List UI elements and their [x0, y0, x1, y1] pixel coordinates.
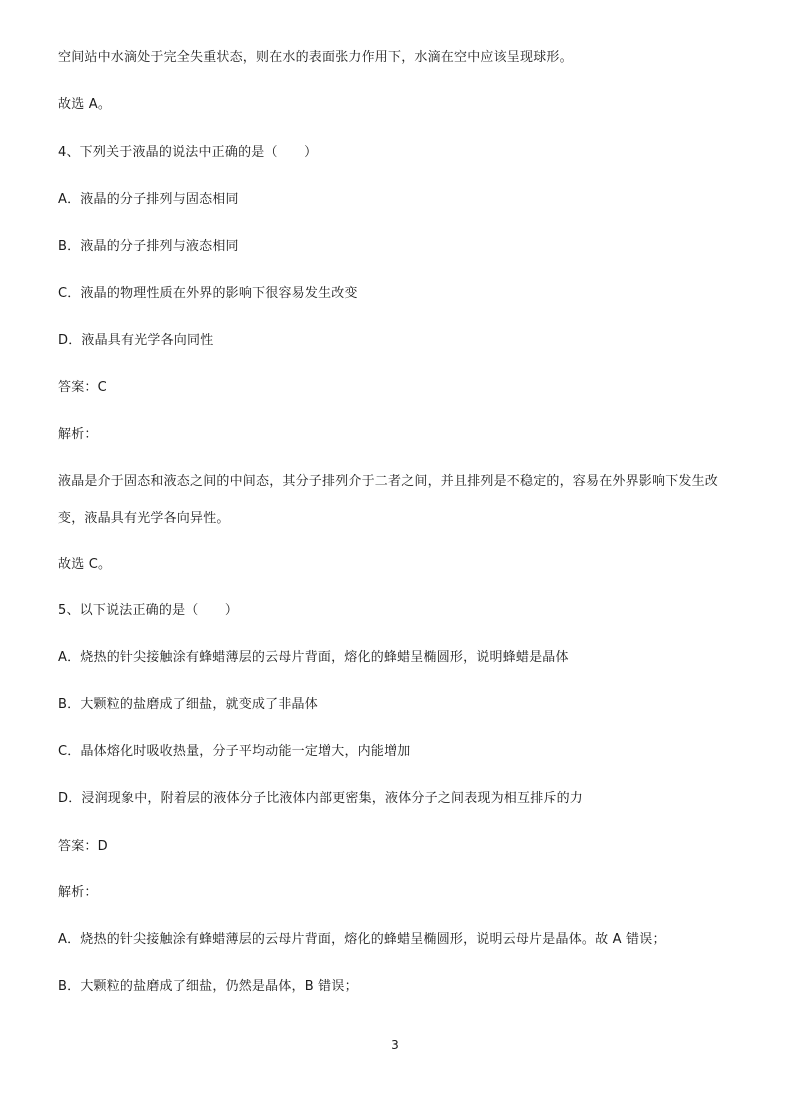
question-4-option-d: D．液晶具有光学各向同性: [58, 333, 214, 348]
question-4-analysis-label: 解析：: [58, 427, 98, 442]
question-5-option-a: A．烧热的针尖接触涂有蜂蜡薄层的云母片背面，熔化的蜂蜡呈椭圆形，说明蜂蜡是晶体: [58, 650, 569, 665]
question-4-option-c: C．液晶的物理性质在外界的影响下很容易发生改变: [58, 286, 358, 301]
question-4-explanation: 液晶是介于固态和液态之间的中间态，其分子排列介于二者之间，并且排列是不稳定的，容易在外界影响下发生改变，液晶具有光学各向异性。: [58, 474, 719, 526]
question-5-explanation-a: A．烧热的针尖接触涂有蜂蜡薄层的云母片背面，熔化的蜂蜡呈椭圆形，说明云母片是晶体。故 A 错误；: [58, 932, 666, 947]
question-4-stem: 4、下列关于液晶的说法中正确的是（ ）: [58, 145, 318, 160]
question-5-option-c: C．晶体熔化时吸收热量，分子平均动能一定增大，内能增加: [58, 744, 411, 759]
question-5-explanation-b: B．大颗粒的盐磨成了细盐，仍然是晶体，B 错误；: [58, 979, 358, 994]
question-5-analysis-label: 解析：: [58, 885, 98, 900]
question-5-option-d: D．浸润现象中，附着层的液体分子比液体内部更密集，液体分子之间表现为相互排斥的力: [58, 791, 584, 806]
text-line: 故选 A。: [58, 97, 112, 112]
text-line: 空间站中水滴处于完全失重状态，则在水的表面张力作用下，水滴在空中应该呈现球形。: [58, 50, 573, 65]
question-4-option-a: A．液晶的分子排列与固态相同: [58, 192, 239, 207]
question-5-stem: 5、以下说法正确的是（ ）: [58, 603, 239, 618]
question-4-option-b: B．液晶的分子排列与液态相同: [58, 239, 239, 254]
question-4-selection: 故选 C。: [58, 557, 112, 572]
question-5-option-b: B．大颗粒的盐磨成了细盐，就变成了非晶体: [58, 697, 318, 712]
page-number: 3: [391, 1038, 399, 1052]
question-5-answer: 答案：D: [58, 839, 108, 854]
question-4-answer: 答案：C: [58, 380, 107, 395]
